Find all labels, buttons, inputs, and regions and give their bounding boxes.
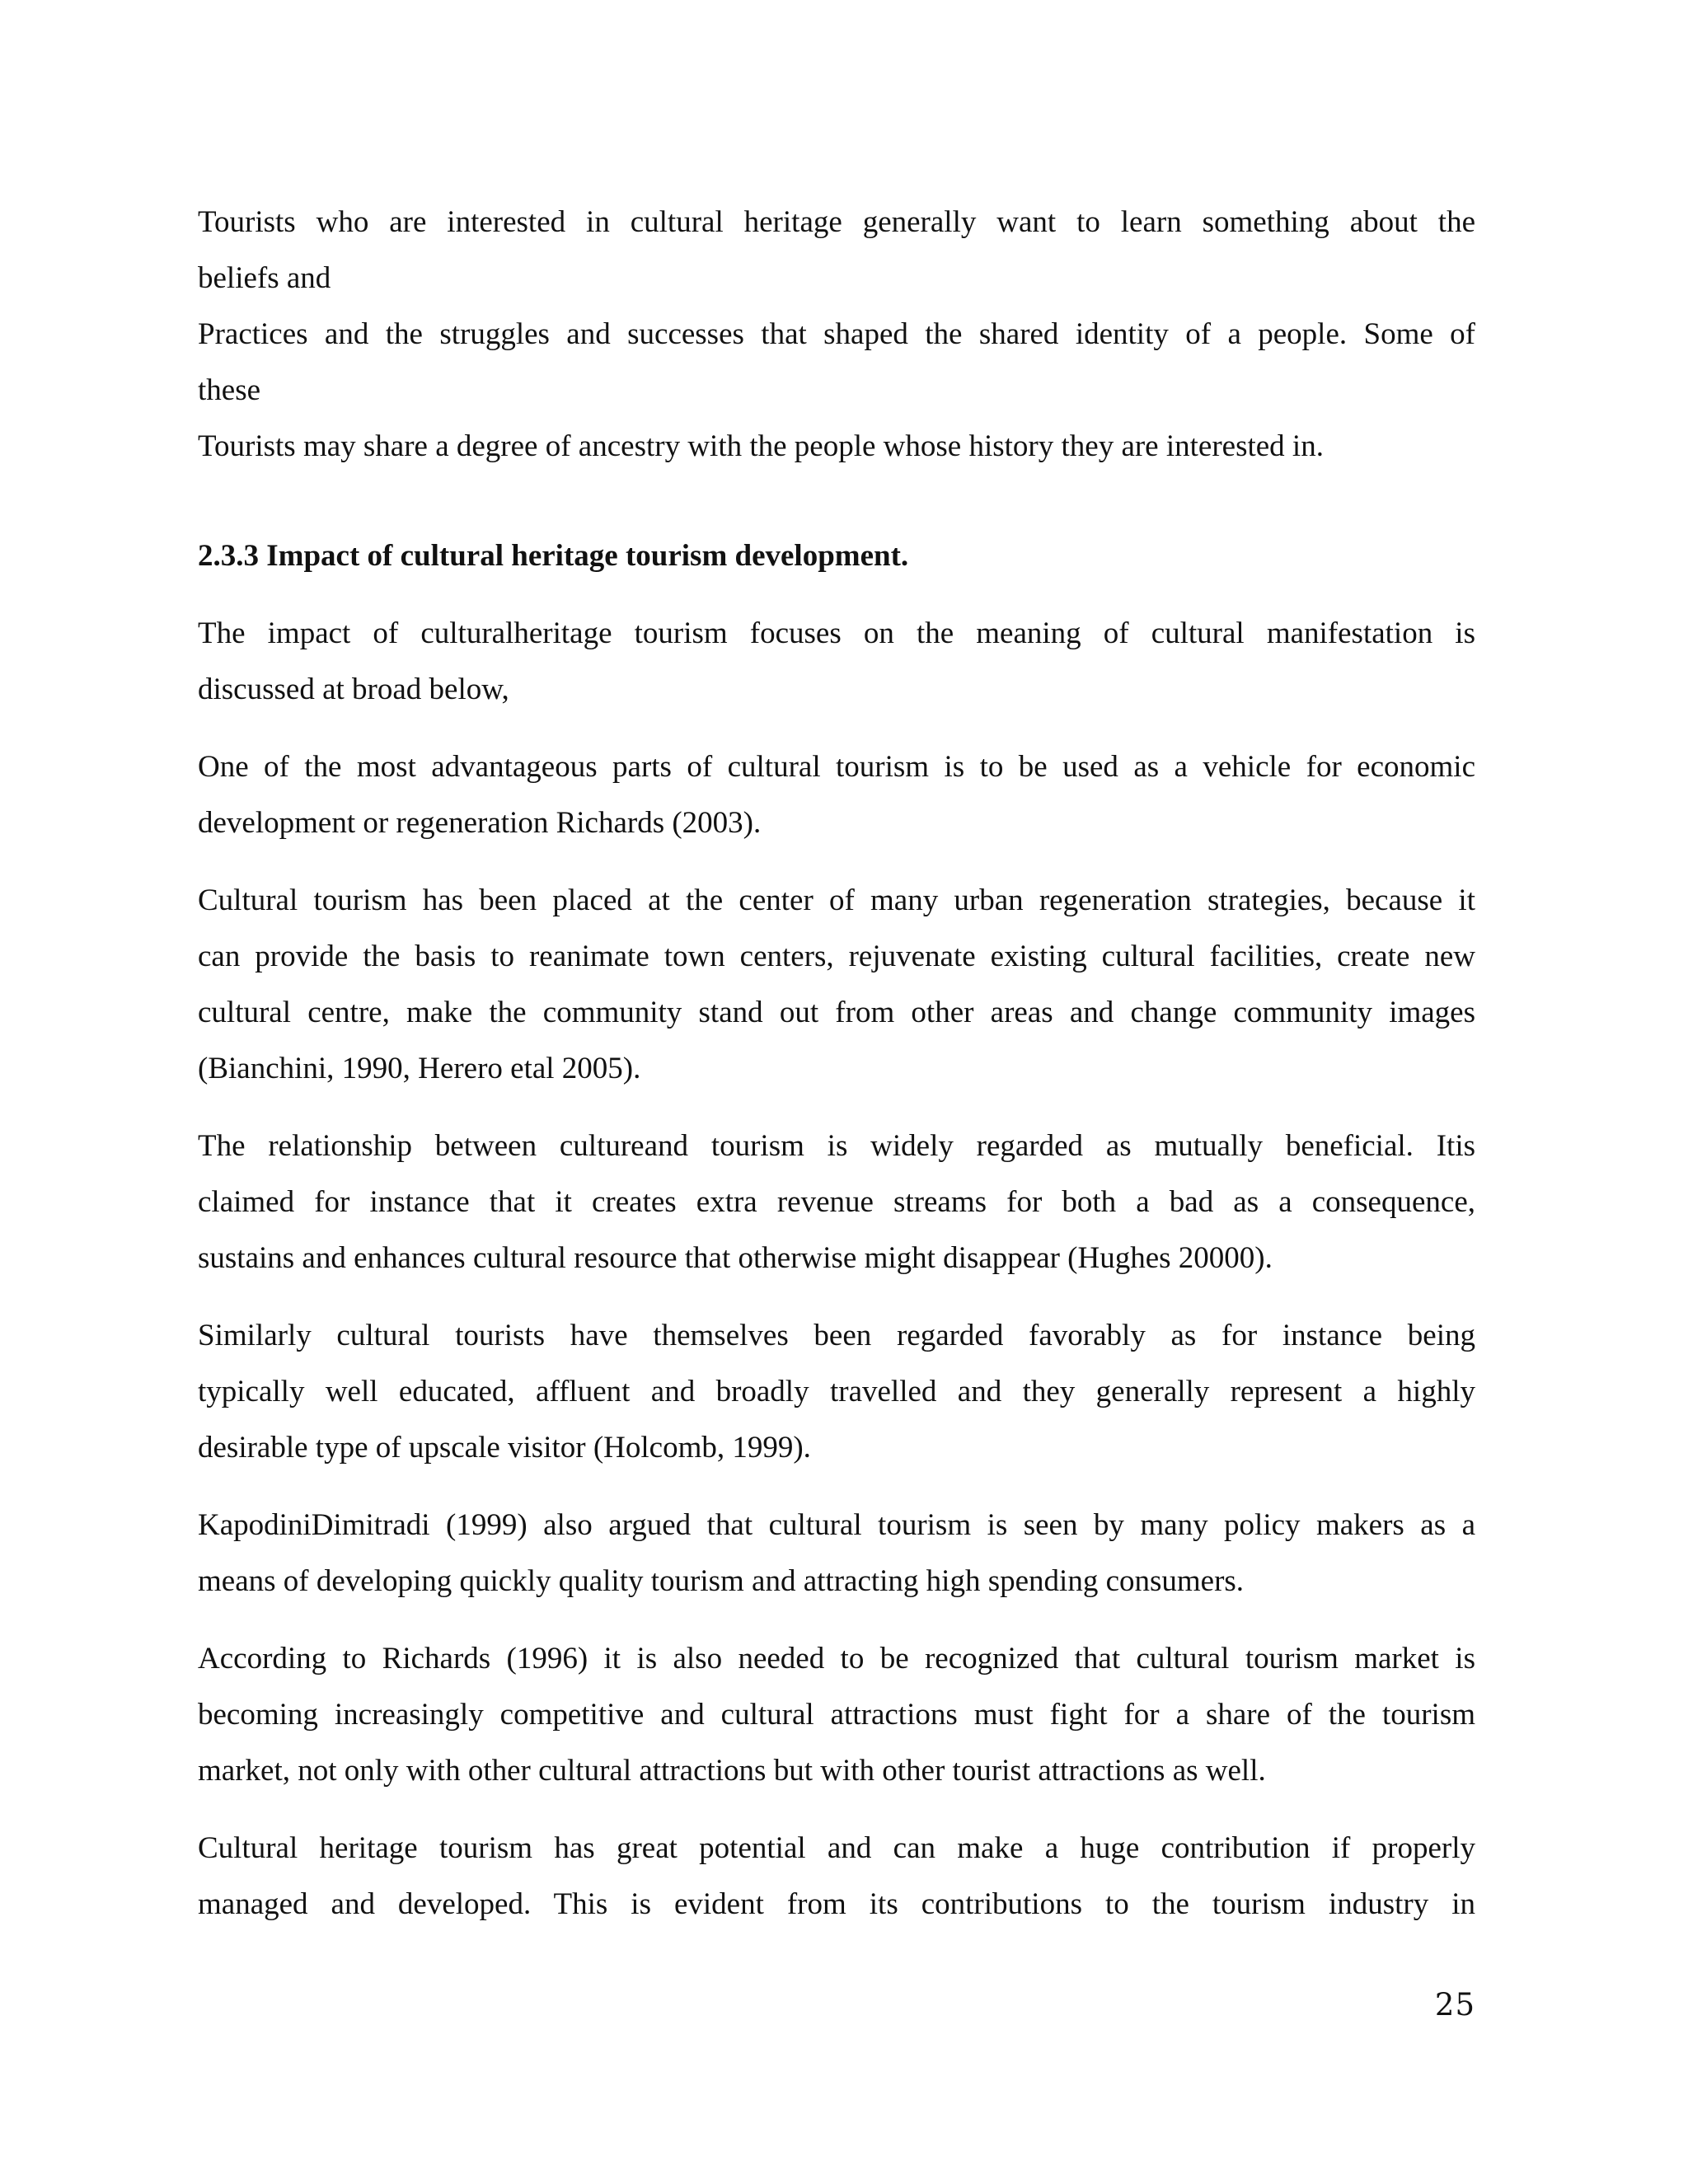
body-text-line: Cultural tourism has been placed at the center of many urban regeneration strategies, because it [198,883,1475,917]
paragraph [198,1308,1475,1476]
body-text-line: According to Richards (1996) it is also needed to be recognized that cultural tourism market is [198,1642,1475,1675]
body-text-line: The relationship between cultureand tourism is widely regarded as mutually beneficial. Itis [198,1129,1475,1163]
body-text-line: typically well educated, affluent and broadly travelled and they generally represent a highly [198,1375,1475,1408]
body-text-line: beliefs and [198,261,331,295]
body-text-line: can provide the basis to reanimate town centers, rejuvenate existing cultural facilities, create new [198,940,1475,973]
paragraph [198,606,1475,718]
body-text-line: Similarly cultural tourists have themselves been regarded favorably as for instance being [198,1319,1475,1352]
body-text-line: One of the most advantageous parts of cultural tourism is to be used as a vehicle for economic [198,750,1475,784]
body-text-line: desirable type of upscale visitor (Holcomb, 1999). [198,1431,811,1465]
paragraph [198,739,1475,851]
paragraph [198,1497,1475,1610]
paragraph [198,1118,1475,1286]
body-text-line: The impact of culturalheritage tourism focuses on the meaning of cultural manifestation is [198,616,1475,650]
body-text-line: discussed at broad below, [198,673,509,706]
body-text-line: Cultural heritage tourism has great potential and can make a huge contribution if properly [198,1831,1475,1865]
page-number: 25 [1434,1987,1475,2022]
body-text-line: managed and developed. This is evident from its contributions to the tourism industry in [198,1887,1475,1921]
paragraph [198,1631,1475,1799]
section-heading: 2.3.3 Impact of cultural heritage tourism development. [198,539,909,573]
paragraph [198,873,1475,1097]
body-text-line: market, not only with other cultural attractions but with other tourist attractions as well. [198,1754,1266,1788]
body-text-line: these [198,373,261,407]
body-text-line: Tourists may share a degree of ancestry with the people whose history they are interested in. [198,429,1324,463]
body-text-line: sustains and enhances cultural resource that otherwise might disappear (Hughes 20000). [198,1241,1273,1275]
body-text-line: means of developing quickly quality tourism and attracting high spending consumers. [198,1564,1245,1598]
page-content [198,194,1475,1933]
body-text-line: cultural centre, make the community stand out from other areas and change community images [198,996,1475,1029]
body-text-line: claimed for instance that it creates extra revenue streams for both a bad as a consequence, [198,1185,1475,1219]
paragraph [198,1821,1475,1933]
body-text-line: development or regeneration Richards (2003). [198,806,762,840]
body-text-line: Tourists who are interested in cultural heritage generally want to learn something about the [198,205,1475,239]
body-text-line: Practices and the struggles and successes that shaped the shared identity of a people. Some of [198,317,1475,351]
body-text-line: (Bianchini, 1990, Herero etal 2005). [198,1052,641,1085]
intro-paragraph [198,194,1475,475]
body-text-line: KapodiniDimitradi (1999) also argued that cultural tourism is seen by many policy makers as a [198,1508,1475,1542]
body-text-line: becoming increasingly competitive and cultural attractions must fight for a share of the tourism [198,1698,1475,1732]
